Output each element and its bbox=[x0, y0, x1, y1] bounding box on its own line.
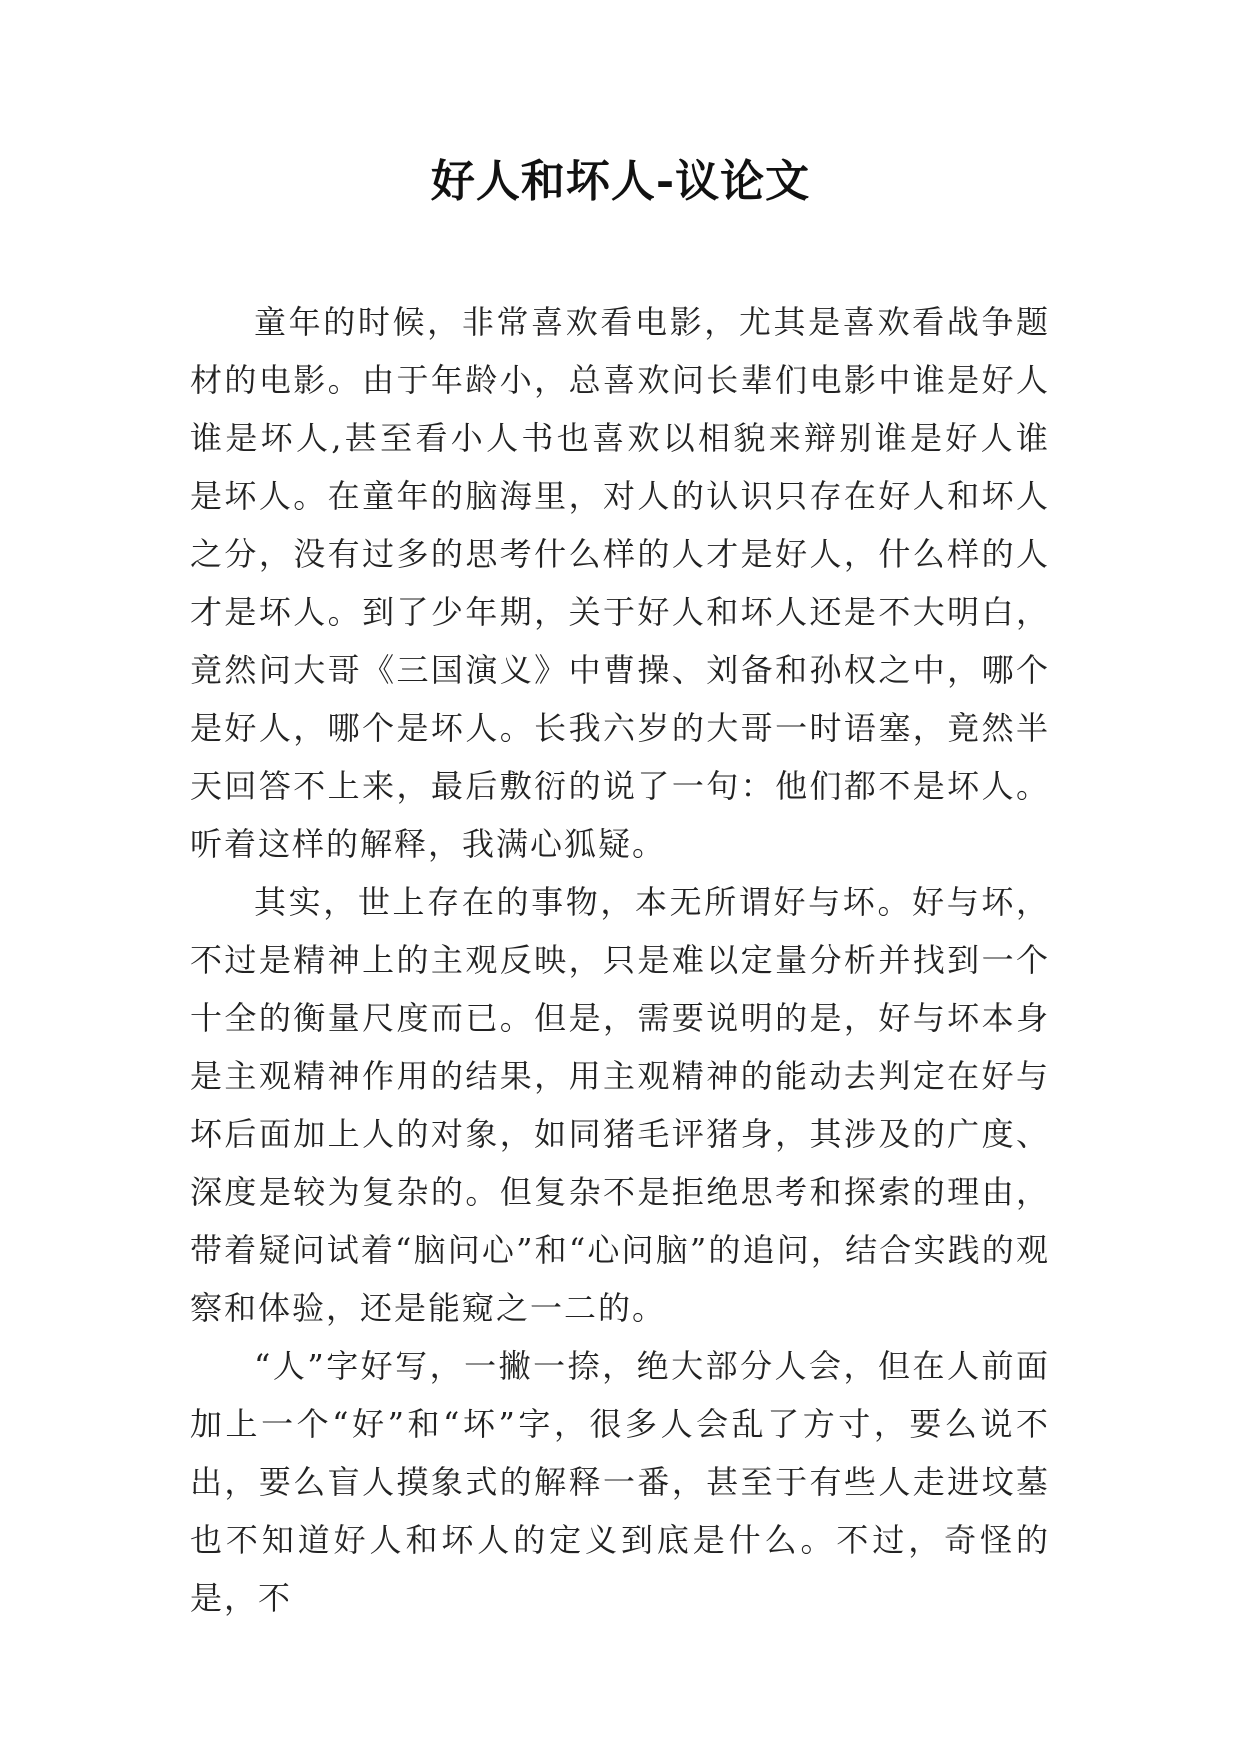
document-title: 好人和坏人-议论文 bbox=[430, 156, 811, 207]
document-body bbox=[190, 293, 1050, 1627]
paragraph-1: 童年的时候，非常喜欢看电影，尤其是喜欢看战争题材的电影。由于年龄小，总喜欢问长辈们电影中谁是好人谁是坏人,甚至看小人书也喜欢以相貌来辩别谁是好人谁是坏人。在童年的脑海里，对人的认识只存在好人和坏人之分，没有过多的思考什么样的人才是好人，什么样的人才是坏人。到了少年期，关于好人和坏人还是不大明白，竟然问大哥《三国演义》中曹操、刘备和孙权之中，哪个是好人，哪个是坏人。长我六岁的大哥一时语塞，竟然半天回答不上来，最后敷衍的说了一句：他们都不是坏人。听着这样的解释，我满心狐疑。 bbox=[190, 303, 1050, 863]
paragraph-2: 其实，世上存在的事物，本无所谓好与坏。好与坏，不过是精神上的主观反映，只是难以定量分析并找到一个十全的衡量尺度而已。但是，需要说明的是，好与坏本身是主观精神作用的结果，用主观精神的能动去判定在好与坏后面加上人的对象，如同猪毛评猪身，其涉及的广度、深度是较为复杂的。但复杂不是拒绝思考和探索的理由，带着疑问试着“脑问心”和“心问脑”的追问，结合实践的观察和体验，还是能窥之一二的。 bbox=[190, 883, 1050, 1327]
paragraph-3: “人”字好写，一撇一捺，绝大部分人会，但在人前面加上一个“好”和“坏”字，很多人会乱了方寸，要么说不出，要么盲人摸象式的解释一番，甚至于有些人走进坟墓也不知道好人和坏人的定义到底是什么。不过，奇怪的是，不 bbox=[190, 1347, 1050, 1617]
